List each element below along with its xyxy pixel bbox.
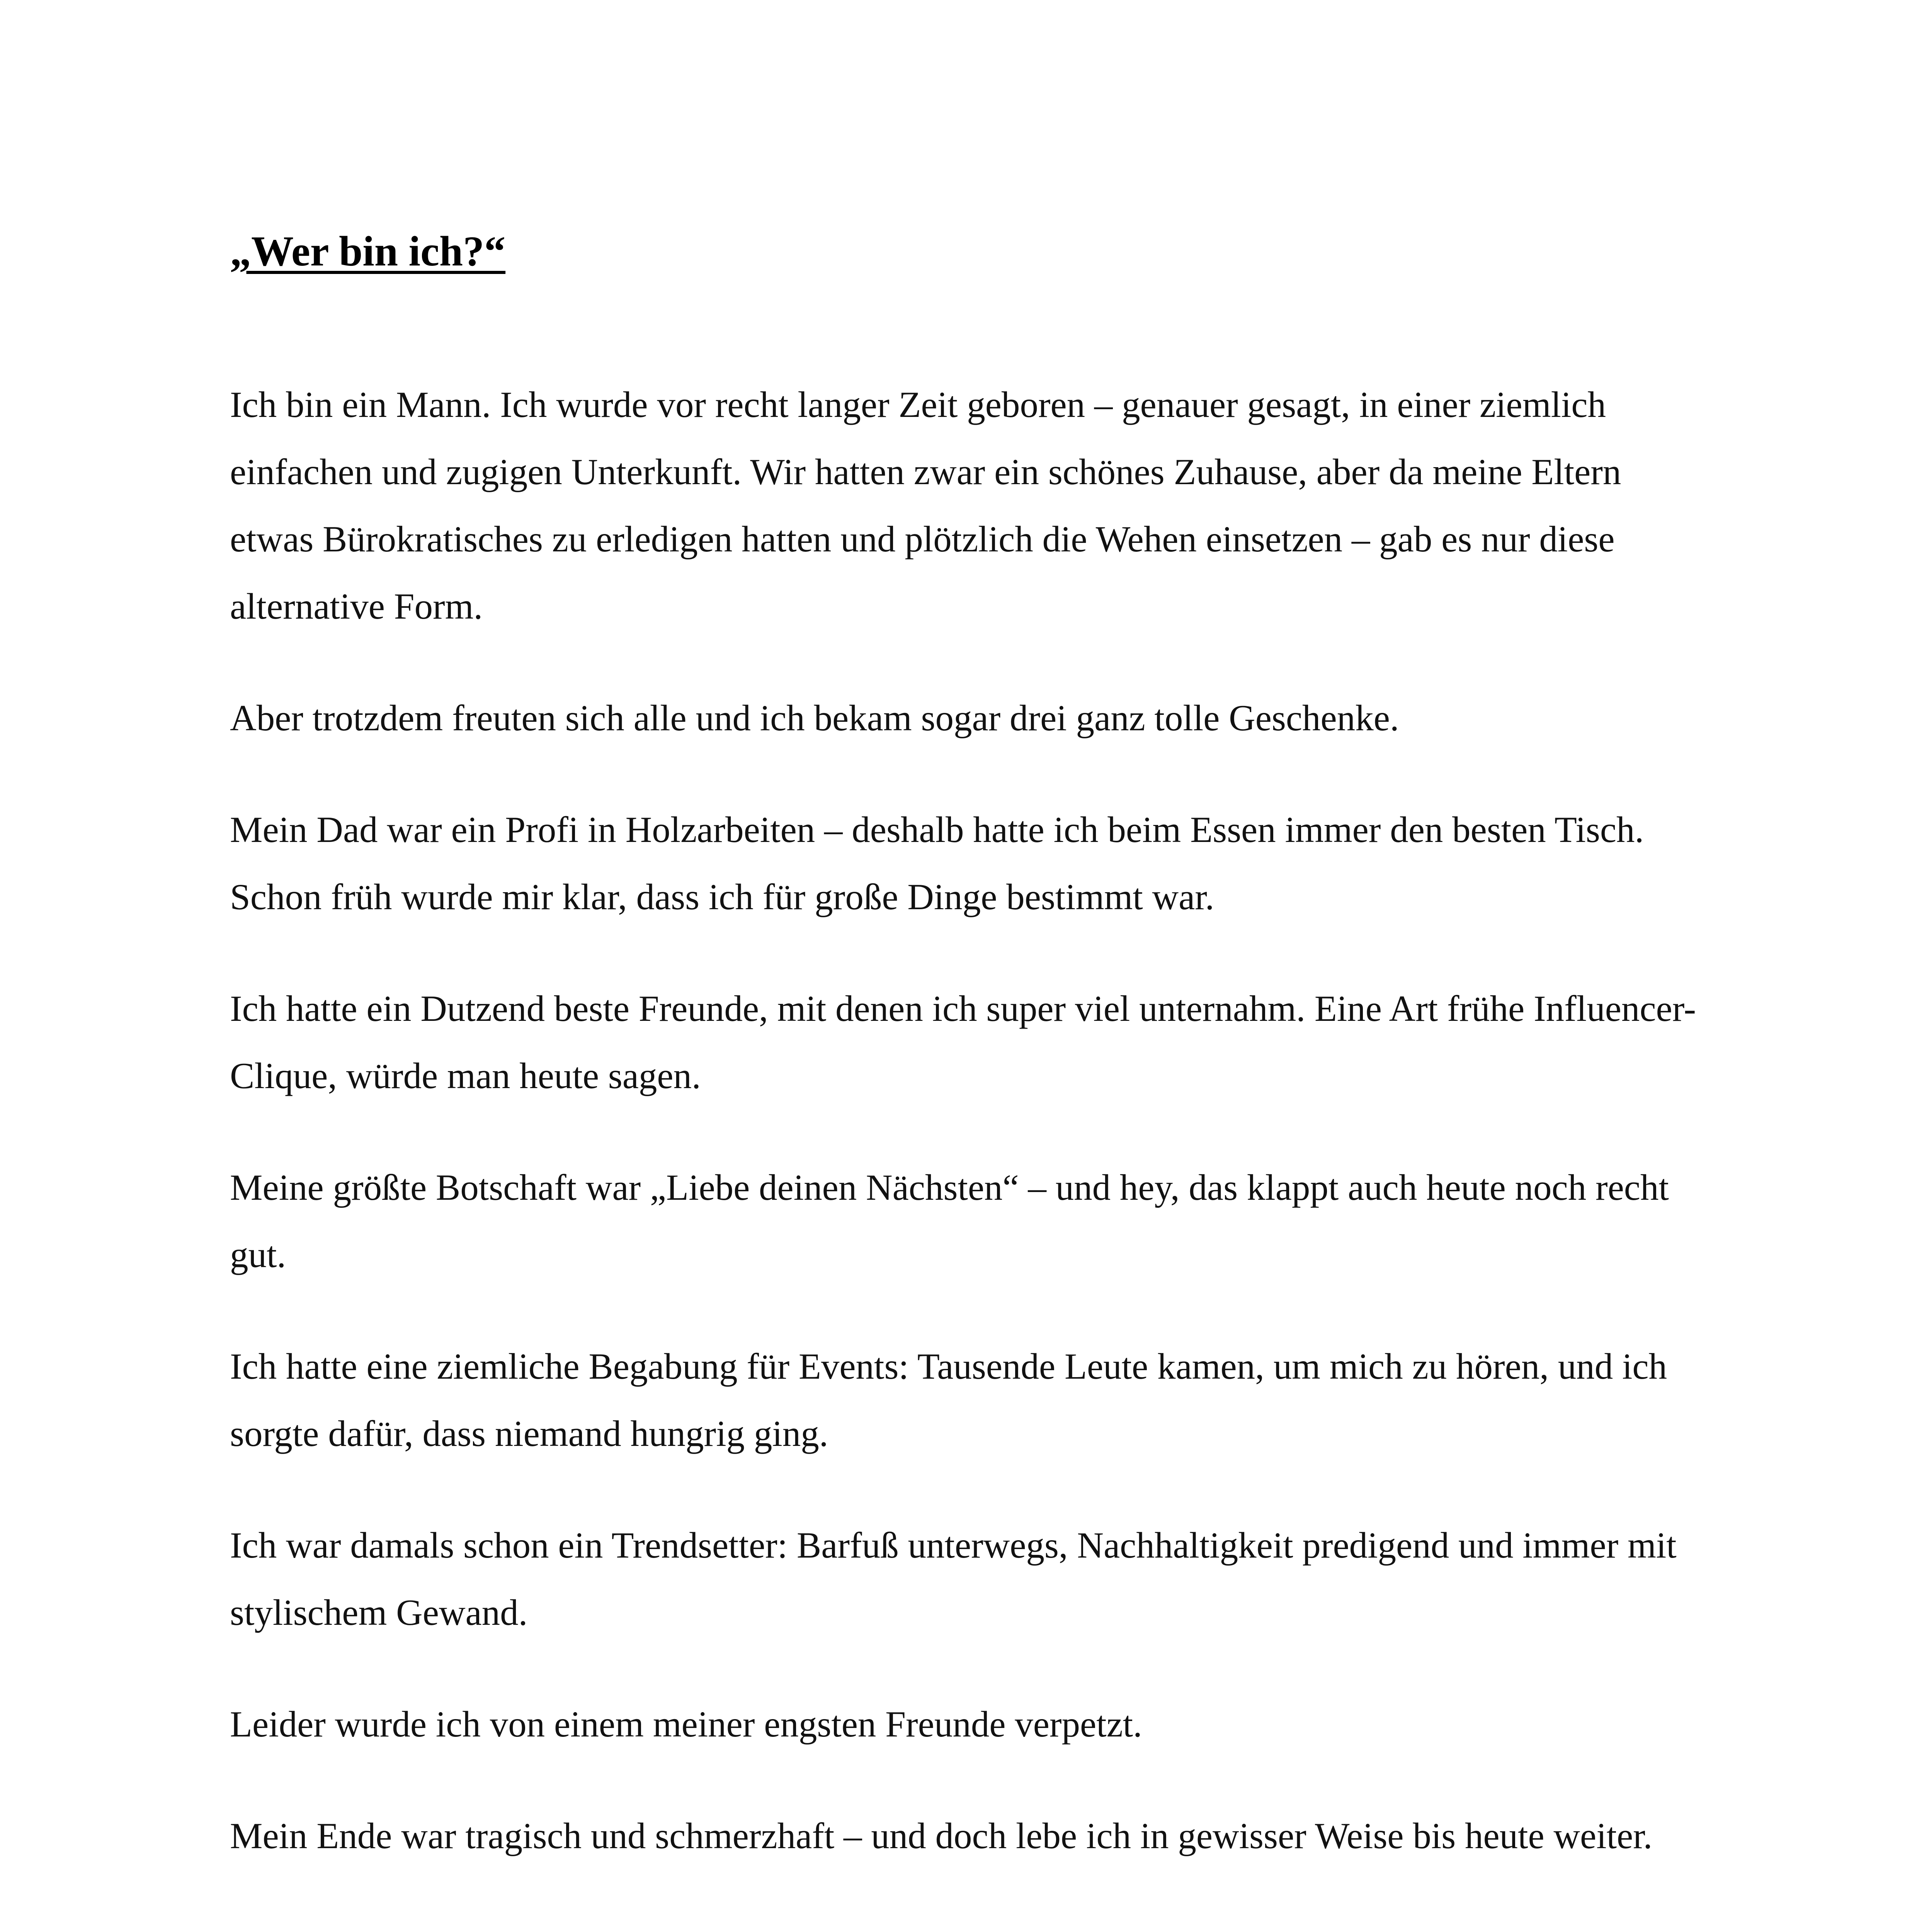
paragraph: Ich hatte eine ziemliche Begabung für Events: Tausende Leute kamen, um mich zu hören, und ich sorgte dafür, dass niemand hungrig ging.	[230, 1346, 1667, 1454]
paragraph: Mein Dad war ein Profi in Holzarbeiten – deshalb hatte ich beim Essen immer den besten Tisch. Schon früh wurde mir klar, dass ich für große Dinge bestimmt war.	[230, 809, 1644, 917]
riddle-text	[230, 371, 1710, 1914]
paragraph: Ich bin ein Mann. Ich wurde vor recht langer Zeit geboren – genauer gesagt, in einer ziemlich einfachen und zugigen Unterkunft. Wir hatten zwar ein schönes Zuhause, aber da meine Eltern etwas Bürokratisches zu erledigen hatten und plötzlich die Wehen einsetzen – gab es nur diese alternative Form.	[230, 384, 1621, 627]
paragraph: Meine größte Botschaft war „Liebe deinen Nächsten“ – und hey, das klappt auch heute noch recht gut.	[230, 1167, 1669, 1275]
paragraph: Mein Ende war tragisch und schmerzhaft – und doch lebe ich in gewisser Weise bis heute weiter.	[230, 1815, 1653, 1856]
paragraph: Leider wurde ich von einem meiner engsten Freunde verpetzt.	[230, 1704, 1142, 1745]
paragraph: Ich hatte ein Dutzend beste Freunde, mit denen ich super viel unternahm. Eine Art frühe Influencer-Clique, würde man heute sagen.	[230, 988, 1696, 1096]
paragraph: Aber trotzdem freuten sich alle und ich bekam sogar drei ganz tolle Geschenke.	[230, 697, 1399, 738]
page-title: „Wer bin ich?“	[230, 228, 506, 275]
paragraph: Ich war damals schon ein Trendsetter: Barfuß unterwegs, Nachhaltigkeit predigend und immer mit stylischem Gewand.	[230, 1525, 1677, 1633]
